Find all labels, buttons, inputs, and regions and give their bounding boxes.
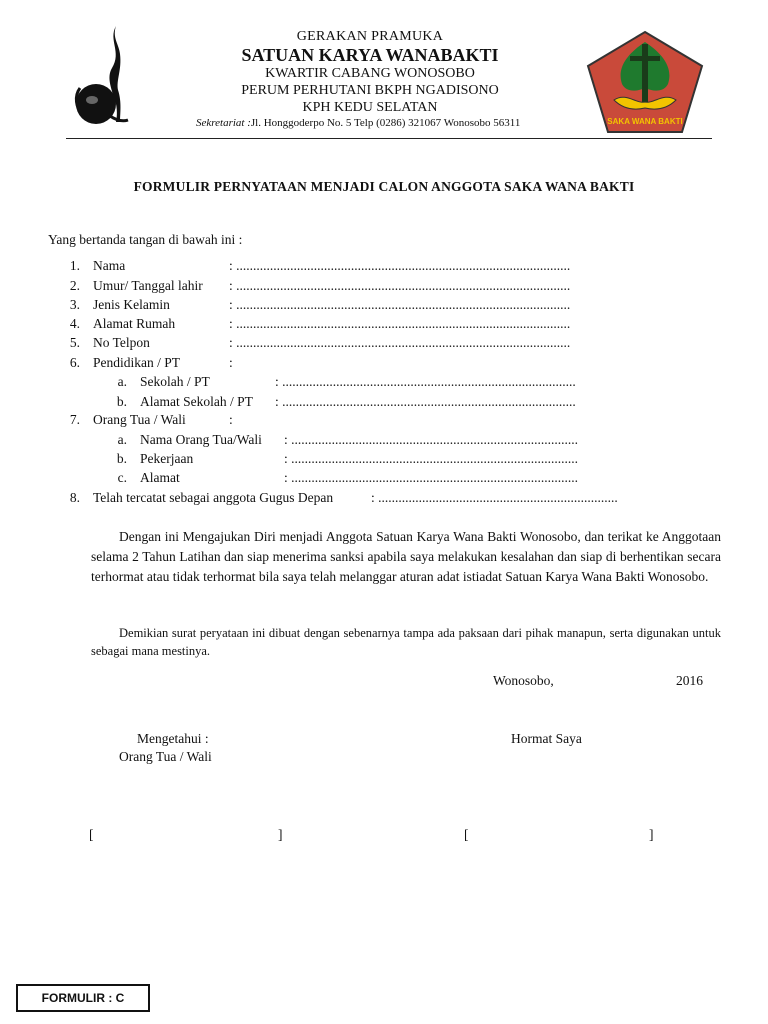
field-label: Alamat Rumah [93,316,176,331]
left-sign-label: Mengetahui : [137,731,209,746]
field-value[interactable]: : ..................................................................................... [284,470,579,485]
header-line4: PERUM PERHUTANI BKPH NGADISONO [241,83,499,98]
field-label: Pendidikan / PT [93,355,180,370]
intro-text: Yang bertanda tangan di bawah ini : [48,232,243,247]
field-number: 2. [69,278,80,293]
scout-emblem-icon [72,24,132,128]
header-unit: SATUAN KARYA WANABAKTI [241,45,499,65]
left-sign-role: Orang Tua / Wali [119,749,212,764]
field-label: Pekerjaan [140,451,194,466]
field-value: : [229,412,233,427]
field-label: Umur/ Tanggal lahir [93,278,203,293]
field-value[interactable]: : ....................................................................... [371,490,618,505]
closing-paragraph: Demikian surat peryataan ini dibuat dengan sebenarnya tampa ada paksaan dari pihak manapun, serta digunakan untuk sebagai mana mestinya. [91,626,721,658]
field-number: 6. [69,355,80,370]
right-sign-label: Hormat Saya [511,731,582,746]
field-number: 3. [69,297,80,312]
field-label: No Telpon [93,335,150,350]
field-value[interactable]: : ..................................................................................... [284,432,579,447]
field-label: Nama [93,258,126,273]
field-label: Telah tercatat sebagai anggota Gugus Depan [93,490,334,505]
field-label: Sekolah / PT [140,374,210,389]
field-number: b. [116,394,127,409]
place-text: Wonosobo, [493,673,554,688]
field-value[interactable]: : ................................................................................................... [229,297,571,312]
header-line5: KPH KEDU SELATAN [302,100,438,115]
field-value[interactable]: : ....................................................................................... [275,394,576,409]
field-label: Alamat Sekolah / PT [140,394,253,409]
emblem-label: SAKA WANA BAKTI [607,117,683,126]
header-org: GERAKAN PRAMUKA [296,29,444,44]
field-number: a. [117,374,127,389]
field-number: 7. [69,412,80,427]
field-number: 5. [69,335,80,350]
header-divider [66,138,712,139]
header-address [196,117,520,129]
field-value[interactable]: : ................................................................................................... [229,258,571,273]
address-label: Sekretariat : [196,117,251,129]
field-value[interactable]: : ..................................................................................... [284,451,579,466]
form-code-badge: FORMULIR : C [16,984,150,1012]
form-title: FORMULIR PERNYATAAN MENJADI CALON ANGGOTA SAKA WANA BAKTI [133,179,635,194]
field-label: Orang Tua / Wali [93,412,186,427]
field-value: : [229,355,233,370]
left-sign-bracket-close: ] [278,827,283,842]
field-label: Nama Orang Tua/Wali [140,432,262,447]
field-number: b. [116,451,127,466]
address-text: Jl. Honggoderpo No. 5 Telp (0286) 321067 Wonosobo 56311 [250,117,521,129]
header-line3: KWARTIR CABANG WONOSOBO [265,66,475,81]
field-label: Jenis Kelamin [93,297,170,312]
left-sign-bracket-open: [ [89,827,94,842]
field-number: 1. [69,258,80,273]
field-value[interactable]: : ....................................................................................... [275,374,576,389]
field-label: Alamat [140,470,180,485]
field-number: c. [117,470,127,485]
saka-wana-bakti-emblem-icon [586,30,704,134]
field-value[interactable]: : ................................................................................................... [229,278,571,293]
field-value[interactable]: : ................................................................................................... [229,316,571,331]
field-number: a. [117,432,127,447]
right-sign-bracket-close: ] [649,827,654,842]
field-number: 8. [69,490,80,505]
field-value[interactable]: : ................................................................................................... [229,335,571,350]
year-text: 2016 [676,673,703,688]
declaration-paragraph: Dengan ini Mengajukan Diri menjadi Anggota Satuan Karya Wana Bakti Wonosobo, dan terikat ke Anggotaan selama 2 Tahun Latihan dan siap menerima sanksi apabila saya melakukan kesalahan dan siap di berhentikan secara terhormat atau tidak terhormat bila saya telah melanggar aturan adat istiadat Satuan Karya Wana Bakti Wonosobo. [91,529,721,584]
right-sign-bracket-open: [ [464,827,469,842]
field-number: 4. [69,316,80,331]
